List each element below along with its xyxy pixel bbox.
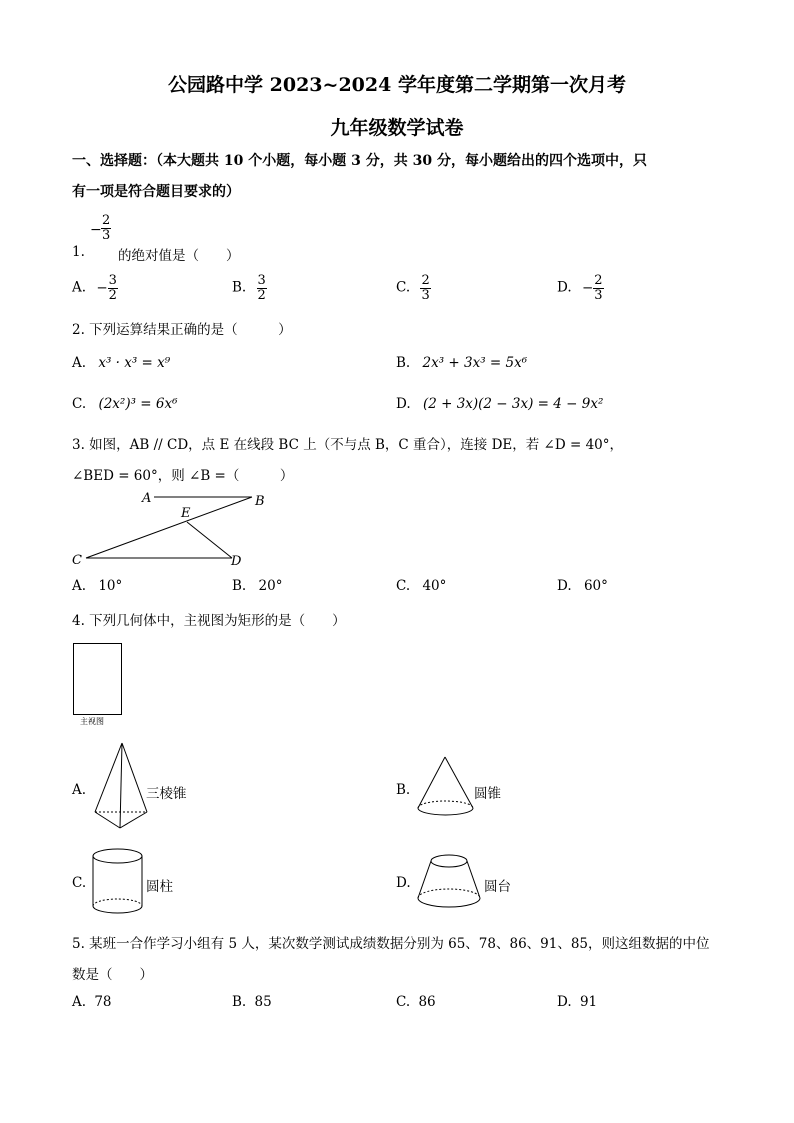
q1-option-c — [396, 274, 431, 302]
label-c: C — [72, 553, 82, 568]
q3-option-b — [232, 578, 282, 594]
q1-option-a-sign: − — [96, 279, 108, 296]
q4-option-b-label: B. — [396, 782, 411, 798]
segment-ed — [187, 522, 232, 558]
q5-option-b-value: 85 — [254, 994, 272, 1010]
q1-option-d-num: 2 — [594, 273, 603, 288]
q5-option-c-label: C. — [396, 994, 411, 1010]
frustum-figure — [414, 850, 484, 914]
q2-option-a — [72, 355, 170, 371]
q4-stem: 4. 下列几何体中，主视图为矩形的是（ ） — [72, 613, 346, 629]
q3-option-a-value: 10° — [98, 578, 123, 594]
q4-option-a-name: 三棱锥 — [146, 786, 187, 802]
label-e: E — [181, 506, 191, 521]
q5-option-d-value: 91 — [579, 994, 598, 1010]
label-a: A — [142, 491, 152, 506]
q5-option-a — [72, 994, 112, 1010]
cylinder-figure — [90, 846, 146, 918]
q1-option-d-sign: − — [581, 279, 594, 296]
q3-option-c-label: C. — [396, 578, 411, 594]
q4-option-d-name: 圆台 — [484, 879, 511, 895]
q5-option-d — [557, 994, 597, 1010]
q5-stem-line2: 数是（ ） — [72, 967, 153, 983]
front-view-caption: 主视图 — [80, 717, 104, 726]
q1-stem-frac-num: 2 — [102, 213, 111, 228]
q1-option-b-den: 2 — [257, 287, 266, 303]
q1-stem-fraction — [101, 214, 111, 242]
q5-option-b — [232, 994, 272, 1010]
q2-option-c-label: C. — [72, 396, 87, 412]
q1-option-d — [557, 274, 604, 302]
q3-option-c-value: 40° — [422, 578, 447, 594]
q1-option-b-label: B. — [232, 279, 247, 296]
triangular-pyramid-figure — [90, 740, 150, 832]
q3-option-d — [557, 578, 608, 594]
q1-option-c-label: C. — [396, 279, 411, 296]
q2-option-d — [396, 396, 603, 412]
section-heading-line2: 有一项是符合题目要求的） — [72, 184, 240, 200]
q3-stem-line1: 3. 如图，AB // CD，点 E 在线段 BC 上（不与点 B，C 重合），连接 DE，若 ∠D = 40°， — [72, 437, 623, 453]
label-d: D — [231, 554, 242, 569]
q3-option-d-label: D. — [557, 578, 572, 594]
exam-title: 公园路中学 2023~2024 学年度第二学期第一次月考 — [168, 74, 626, 96]
q1-stem-frac-den: 3 — [102, 227, 111, 243]
q1-number: 1. — [72, 244, 85, 260]
q3-option-a-label: A. — [72, 578, 87, 594]
q3-option-b-value: 20° — [258, 578, 283, 594]
q2-option-b-expr: 2x³ + 3x³ = 5x⁶ — [422, 355, 528, 371]
q5-stem-line1: 5. 某班一合作学习小组有 5 人，某次数学测试成绩数据分别为 65、78、86、91、85，则这组数据的中位 — [72, 936, 710, 952]
front-view-rectangle — [73, 643, 122, 715]
q5-option-c — [396, 994, 436, 1010]
q2-option-b-label: B. — [396, 355, 411, 371]
q2-stem: 2. 下列运算结果正确的是（ ） — [72, 322, 292, 338]
q1-option-b — [232, 274, 267, 302]
q4-option-a-label: A. — [72, 782, 87, 798]
q1-option-a-label: A. — [72, 279, 87, 296]
q3-stem-line2: ∠BED = 60°，则 ∠B =（ ） — [72, 468, 294, 484]
q1-option-d-den: 3 — [594, 287, 603, 303]
q1-option-a-den: 2 — [108, 287, 117, 303]
q1-option-a-num: 3 — [108, 273, 117, 288]
q3-option-b-label: B. — [232, 578, 247, 594]
q1-option-d-label: D. — [557, 279, 572, 296]
q2-option-a-label: A. — [72, 355, 87, 371]
q4-option-c-name: 圆柱 — [146, 879, 173, 895]
q5-option-d-label: D. — [557, 994, 572, 1010]
q3-option-a — [72, 578, 122, 594]
q5-option-c-value: 86 — [418, 994, 436, 1010]
q1-option-c-num: 2 — [421, 273, 430, 288]
q4-option-c-label: C. — [72, 875, 87, 891]
q2-option-d-label: D. — [396, 396, 411, 412]
segment-bc — [86, 497, 252, 558]
q3-option-d-value: 60° — [583, 578, 608, 594]
q2-option-d-expr: (2 + 3x)(2 − 3x) = 4 − 9x² — [422, 396, 604, 412]
q3-option-c — [396, 578, 446, 594]
label-b: B — [255, 494, 265, 509]
q1-option-a — [72, 274, 118, 302]
q2-option-b — [396, 355, 527, 371]
exam-subtitle: 九年级数学试卷 — [330, 117, 464, 139]
q1-frac-sign: − — [90, 222, 102, 238]
q1-option-c-den: 3 — [421, 287, 430, 303]
q2-option-c — [72, 396, 178, 412]
q1-option-b-num: 3 — [257, 273, 266, 288]
q5-option-a-value: 78 — [94, 994, 112, 1010]
q4-option-b-name: 圆锥 — [474, 786, 501, 802]
q5-option-a-label: A. — [72, 994, 87, 1010]
section-heading-line1: 一、选择题：（本大题共 10 个小题，每小题 3 分，共 30 分，每小题给出的四个选项中，只 — [72, 153, 647, 169]
q5-option-b-label: B. — [232, 994, 247, 1010]
cone-figure — [414, 754, 478, 820]
q2-option-a-expr: x³ · x³ = x⁹ — [98, 355, 171, 371]
q1-stem-text: 的绝对值是（ ） — [118, 248, 240, 264]
q3-figure — [66, 486, 276, 572]
q2-option-c-expr: (2x²)³ = 6x⁶ — [98, 396, 178, 412]
q4-option-d-label: D. — [396, 875, 411, 891]
